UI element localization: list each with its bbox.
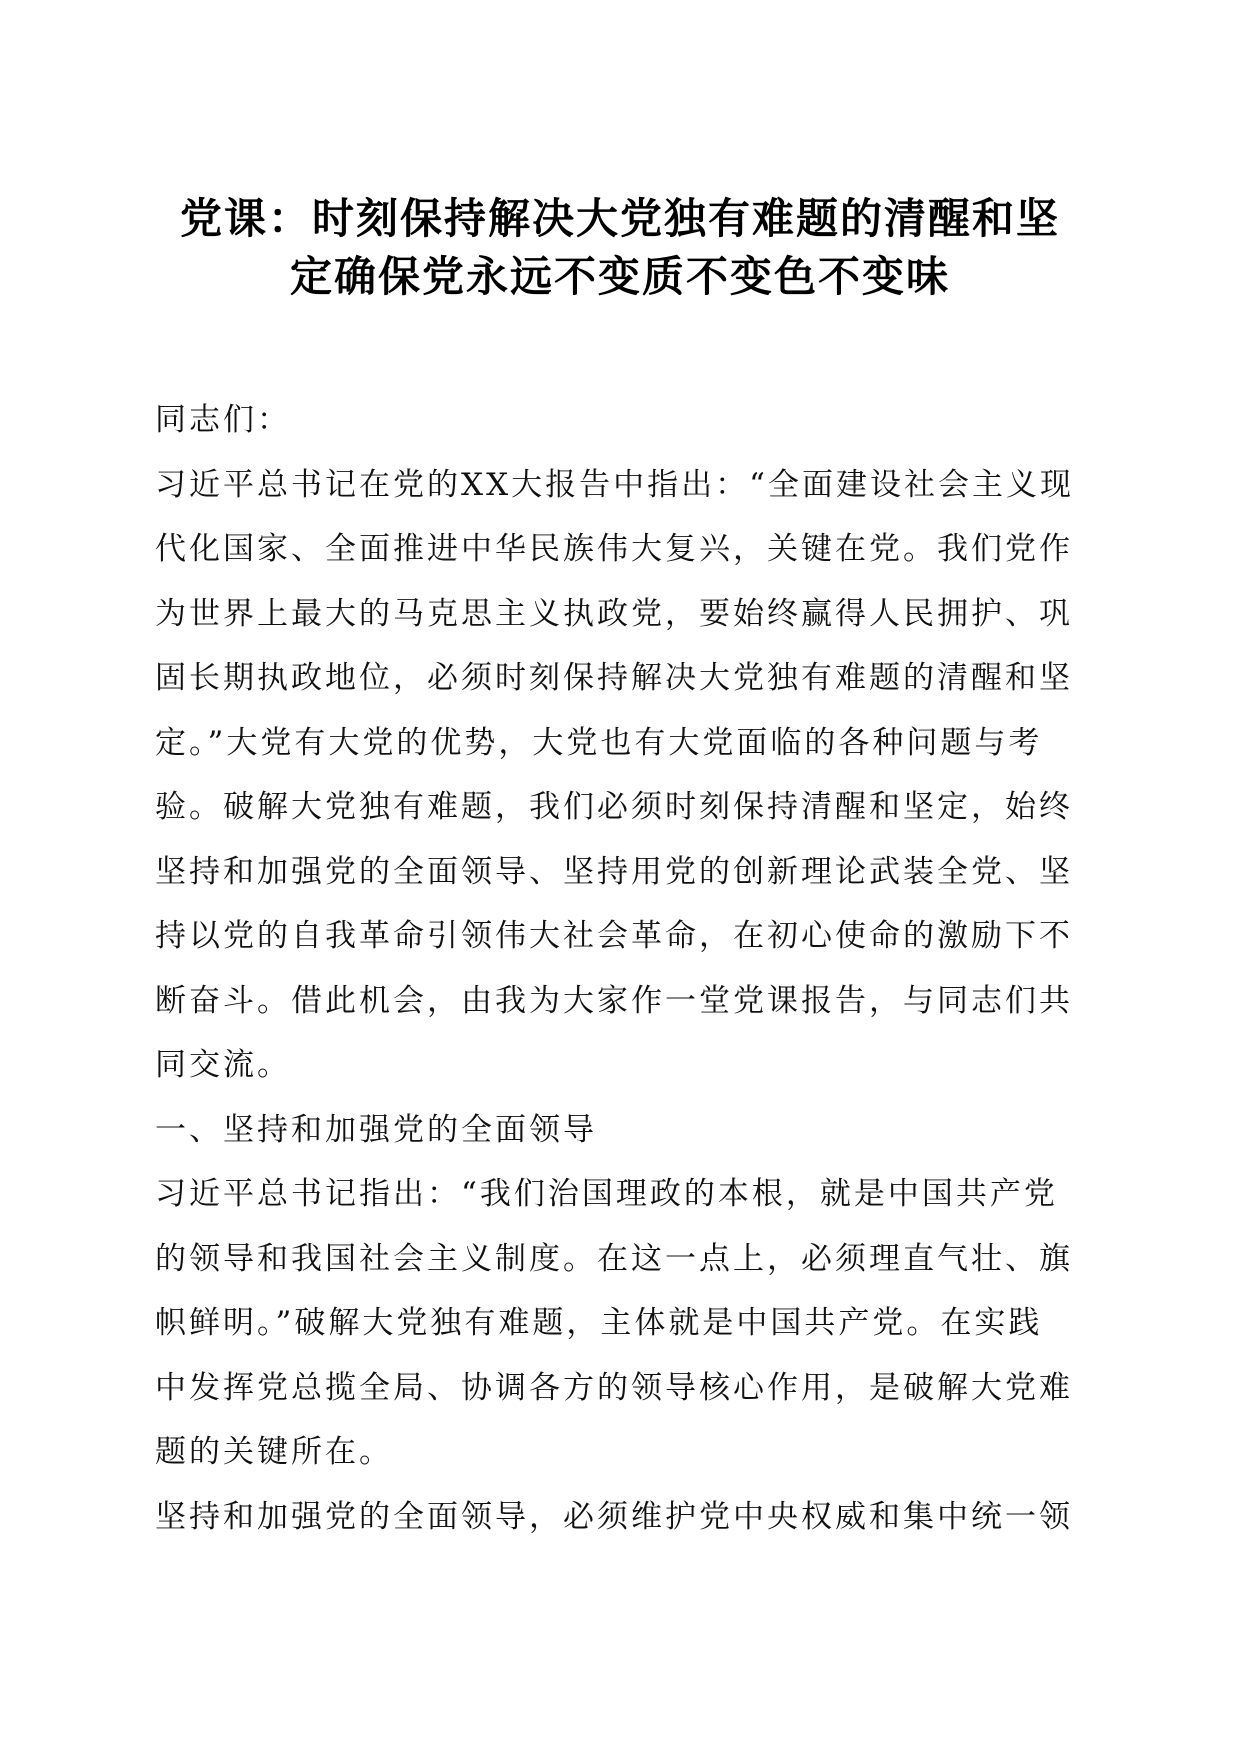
document-body xyxy=(155,388,1085,1549)
salutation: 同志们： xyxy=(155,402,291,438)
body-line: 代化国家、全面推进中华民族伟大复兴，关键在党。我们党作 xyxy=(155,531,1073,567)
body-line: 题的关键所在。 xyxy=(155,1434,393,1470)
body-line: 固长期执政地位，必须时刻保持解决大党独有难题的清醒和坚 xyxy=(155,660,1073,696)
title-line-1: 党课：时刻保持解决大党独有难题的清醒和坚 xyxy=(179,194,1060,243)
body-line: 中发挥党总揽全局、协调各方的领导核心作用，是破解大党难 xyxy=(155,1369,1073,1406)
body-line: 定。”大党有大党的优势，大党也有大党面临的各种问题与考 xyxy=(155,724,1043,761)
body-line: 验。破解大党独有难题，我们必须时刻保持清醒和坚定，始终 xyxy=(155,789,1073,825)
body-line: 的领导和我国社会主义制度。在这一点上，必须理直气壮、旗 xyxy=(155,1240,1073,1277)
body-line: 帜鲜明。”破解大党独有难题，主体就是中国共产党。在实践 xyxy=(155,1305,1043,1341)
body-line: 坚持和加强党的全面领导，必须维护党中央权威和集中统一领 xyxy=(155,1498,1073,1535)
title-line-2: 定确保党永远不变质不变色不变味 xyxy=(289,252,950,301)
body-line: 习近平总书记在党的XX大报告中指出：“全面建设社会主义现 xyxy=(155,466,1074,503)
document-title xyxy=(140,190,1100,306)
body-line: 为世界上最大的马克思主义执政党，要始终赢得人民拥护、巩 xyxy=(155,595,1073,632)
body-line: 坚持和加强党的全面领导、坚持用党的创新理论武装全党、坚 xyxy=(155,853,1073,890)
body-line: 断奋斗。借此机会，由我为大家作一堂党课报告，与同志们共 xyxy=(155,982,1073,1019)
body-line: 习近平总书记指出：“我们治国理政的本根，就是中国共产党 xyxy=(155,1176,1058,1212)
body-line: 同交流。 xyxy=(155,1047,291,1083)
body-line: 持以党的自我革命引领伟大社会革命，在初心使命的激励下不 xyxy=(155,918,1073,954)
section-heading: 一、坚持和加强党的全面领导 xyxy=(155,1111,597,1148)
